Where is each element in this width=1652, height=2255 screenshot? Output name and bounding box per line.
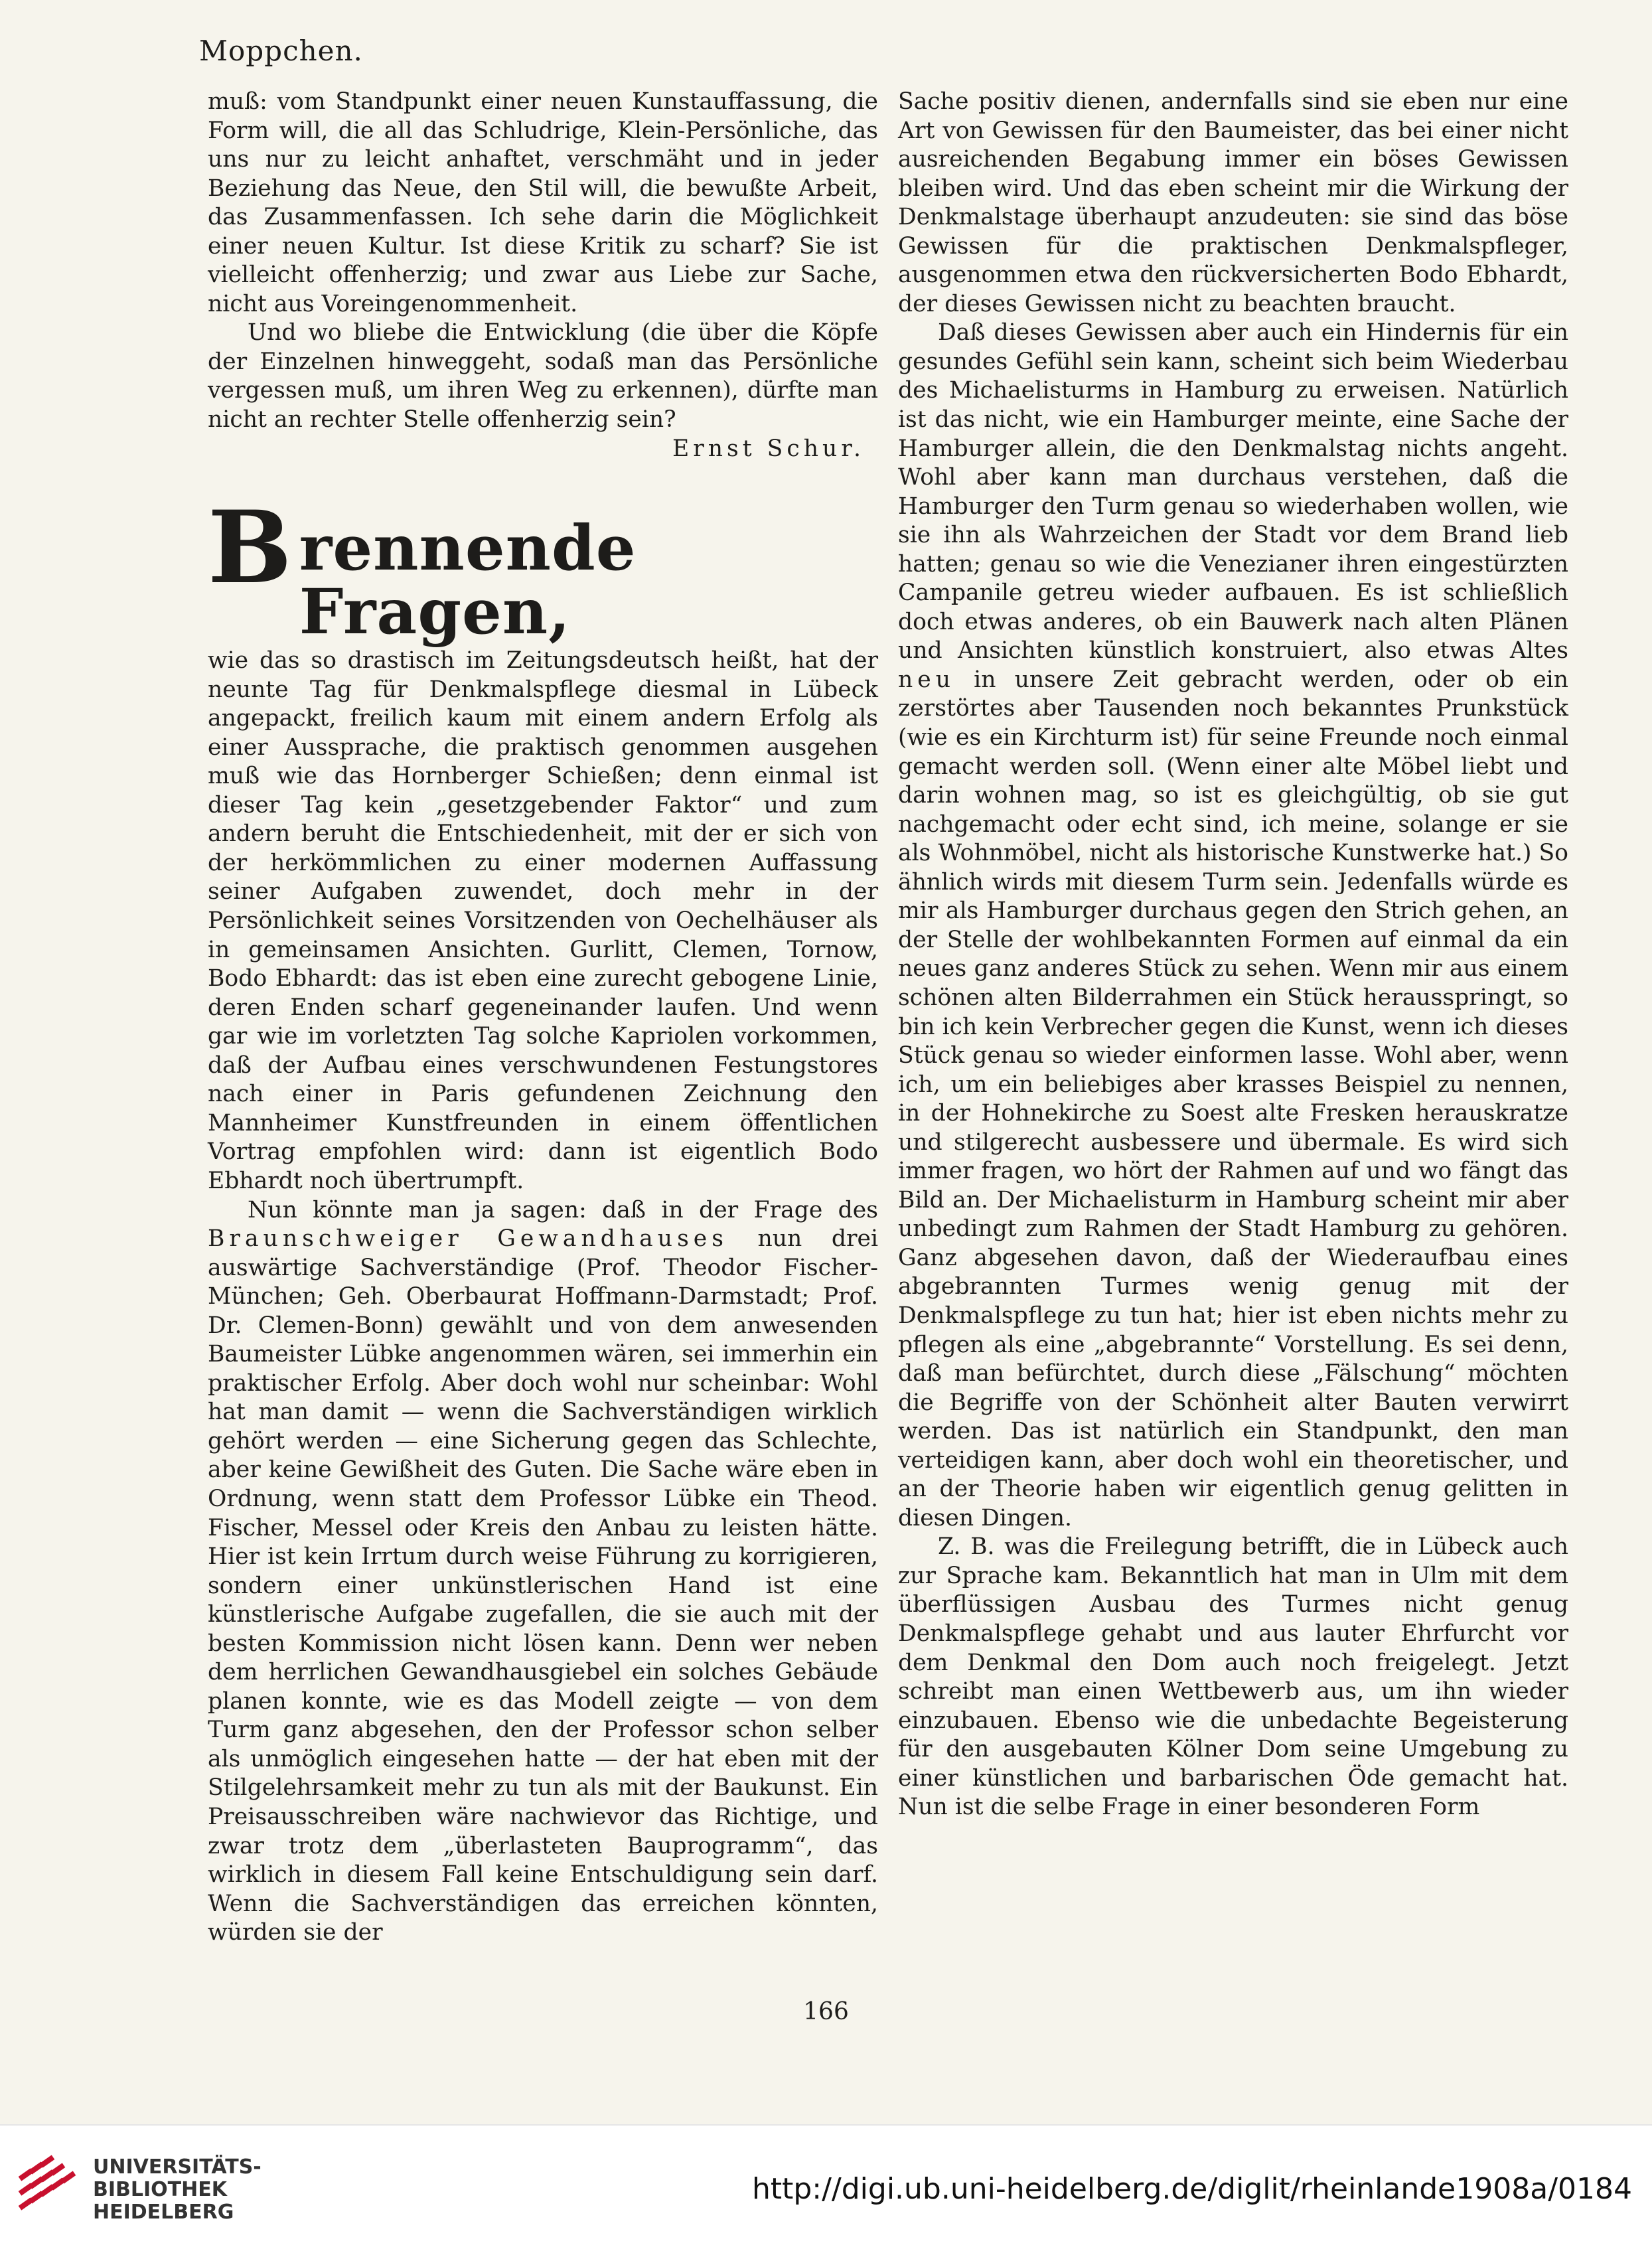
library-name-line: BIBLIOTHEK bbox=[93, 2178, 227, 2201]
spaced-emphasis: Braunschweiger Gewandhauses bbox=[208, 1225, 729, 1253]
author-signature: Ernst Schur. bbox=[672, 435, 865, 462]
paragraph-text: Daß dieses Gewissen aber auch ein Hindernis für ein gesundes Gefühl sein kann, scheint sich beim Wiederbau des Michaelisturms in Hamburg zu erweisen. Natürlich ist das nicht, wie ein Hamburger meinte, eine Sache der Hamburger allein, die den Denkmalstag nichts angeht. Wohl aber kann man durchaus verstehen, daß die Hamburger den Turm genau so wiederhaben wollen, wie sie ihn als Wahrzeichen der Stadt vor dem Brand lieb hatten; genau so wie die Venezianer ihren eingestürzten Campanile getreu wieder aufbauen. Es ist schließlich doch etwas anderes, ob ein Bauwerk nach alten Plänen und Ansichten künstlich konstruiert, also etwas Altes bbox=[898, 319, 1568, 664]
article-heading bbox=[208, 489, 878, 649]
document-url[interactable]: http://digi.ub.uni-heidelberg.de/diglit/rheinlande1908a/0184 bbox=[751, 2172, 1632, 2206]
library-name-line: HEIDELBERG bbox=[93, 2201, 234, 2224]
paragraph: muß: vom Standpunkt einer neuen Kunstauffassung, die Form will, die all das Schludrige, Klein-Persönliche, das uns nur zu leicht anhaftet, verschmäht und in jeder Beziehung das Neue, den Stil will, die bewußte Arbeit, das Zusammenfassen. Ich sehe darin die Möglichkeit einer neuen Kultur. Ist diese Kritik zu scharf? Sie ist vielleicht offenherzig; und zwar aus Liebe zur Sache, nicht aus Voreingenommenheit. bbox=[208, 88, 878, 317]
viewer-footer bbox=[0, 2124, 1652, 2255]
library-name-line: UNIVERSITÄTS- bbox=[93, 2155, 262, 2179]
drop-cap: B bbox=[208, 489, 293, 607]
paragraph: Und wo bliebe die Entwicklung (die über die Köpfe der Einzelnen hinweggeht, sodaß man das Persönliche vergessen muß, um ihren Weg zu erkennen), dürfte man nicht an rechter Stelle offenherzig sein? bbox=[208, 319, 878, 433]
spaced-emphasis: neu bbox=[898, 666, 956, 693]
paragraph-text: Nun könnte man ja sagen: daß in der Frage des bbox=[248, 1196, 878, 1223]
page-number: 166 bbox=[803, 1998, 849, 2025]
paragraph bbox=[208, 1196, 878, 1948]
right-column bbox=[898, 88, 1568, 1822]
heading-text: rennende Fragen, bbox=[299, 512, 637, 649]
library-name bbox=[93, 2156, 262, 2224]
university-library-logo-icon bbox=[12, 2152, 85, 2225]
left-column bbox=[208, 88, 878, 1948]
paragraph-text: nun drei auswärtige Sachverständige (Prof. Theodor Fischer-München; Geh. Oberbaurat Hoffmann-Darmstadt; Prof. Dr. Clemen-Bonn) gewählt und von dem anwesenden Baumeister Lübke angenommen wären, sei immerhin ein praktischer Erfolg. Aber doch wohl nur scheinbar: Wohl hat man damit — wenn die Sachverständigen wirklich gehört werden — eine Sicherung gegen das Schlechte, aber keine Gewißheit des Guten. Die Sache wäre eben in Ordnung, wenn statt dem Professor Lübke ein Theod. Fischer, Messel oder Kreis den Anbau zu leisten hätte. Hier ist kein Irrtum durch weise Führung zu korrigieren, sondern einer unkünstlerischen Hand ist eine künstlerische Aufgabe zugefallen, die sie auch mit der besten Kommission nicht lösen kann. Denn wer neben dem herrlichen Gewandhausgiebel ein solches Gebäude planen konnte, wie es das Modell zeigte — von dem Turm ganz abgesehen, den der Professor schon selber als unmöglich eingesehen hatte — der hat eben mit der Stilgelehrsamkeit mehr zu tun als mit der Baukunst. Ein Preisausschreiben wäre nachwievor das Richtige, und zwar trotz dem „überlasteten Bauprogramm“, das wirklich in diesem Fall keine Entschuldigung sein darf. Wenn die Sachverständigen das erreichen könnten, würden sie der bbox=[208, 1225, 878, 1946]
running-head: Moppchen. bbox=[199, 35, 363, 67]
paragraph-text: in unsere Zeit gebracht werden, oder ob ein zerstörtes aber Tausenden noch bekanntes Prunkstück (wie es ein Kirchturm ist) für seine Freunde noch einmal gemacht werden soll. (Wenn einer alte Möbel liebt und darin wohnen mag, so ist es gleichgültig, ob sie gut nachgemacht oder echt sind, ich meine, solange er sie als Wohnmöbel, nicht als historische Kunstwerke hat.) So ähnlich wirds mit diesem Turm sein. Jedenfalls würde es mir als Hamburger durchaus gegen den Strich gehen, an der Stelle der wohlbekannten Formen auf einmal da ein neues ganz anderes Stück zu sehen. Wenn mir aus einem schönen alten Bilderrahmen ein Stück herausspringt, so bin ich kein Verbrecher gegen die Kunst, wenn ich dieses Stück genau so wieder einformen lasse. Wohl aber, wenn ich, um ein beliebiges aber krasses Beispiel zu nennen, in der Hohnekirche zu Soest alte Fresken herauskratze und stilgerecht ausbessere und übermale. Es wird sich immer fragen, wo hört der Rahmen auf und wo fängt das Bild an. Der Michaelisturm in Hamburg scheint mir aber unbedingt zum Rahmen der Stadt Hamburg zu gehören. Ganz abgesehen davon, daß der Wiederaufbau eines abgebrannten Turmes wenig genug mit der Denkmalspflege zu tun hat; hier ist eben nichts mehr zu pflegen als eine „abgebrannte“ Vorstellung. Es sei denn, daß man befürchtet, durch diese „Fälschung“ möchten die Begriffe von der Schönheit alter Bauten verwirrt werden. Das ist natürlich ein Standpunkt, den man verteidigen kann, aber doch wohl ein theoretischer, und an der Theorie haben wir eigentlich genug gelitten in diesen Dingen. bbox=[898, 666, 1568, 1531]
paragraph bbox=[898, 319, 1568, 1533]
paragraph: Z. B. was die Freilegung betrifft, die in Lübeck auch zur Sprache kam. Bekanntlich hat man in Ulm mit dem überflüssigen Ausbau des Turmes nicht genug Denkmalspflege gehabt und aus lauter Ehrfurcht vor dem Denkmal den Dom auch noch freigelegt. Jetzt schreibt man einen Wettbewerb aus, um ihn wieder einzubauen. Ebenso wie die unbedachte Begeisterung für den ausgebauten Kölner Dom seine Umgebung zu einer künstlichen und barbarischen Öde gemacht hat. Nun ist die selbe Frage in einer besonderen Form bbox=[898, 1533, 1568, 1821]
paragraph: Sache positiv dienen, andernfalls sind sie eben nur eine Art von Gewissen für den Baumeister, das bei einer nicht ausreichenden Begabung immer ein böses Gewissen bleiben wird. Und das eben scheint mir die Wirkung der Denkmalstage überhaupt anzudeuten: sie sind das böse Gewissen für die praktischen Denkmalspfleger, ausgenommen etwa den rückversicherten Bodo Ebhardt, der dieses Gewissen nicht zu beachten braucht. bbox=[898, 88, 1568, 317]
paragraph: wie das so drastisch im Zeitungsdeutsch heißt, hat der neunte Tag für Denkmalspflege diesmal in Lübeck angepackt, freilich kaum mit einem andern Erfolg als einer Aussprache, die praktisch genommen ausgehen muß wie das Hornberger Schießen; denn einmal ist dieser Tag kein „gesetzgebender Faktor“ und zum andern beruht die Entschiedenheit, mit der er sich von der herkömmlichen zu einer modernen Auffassung seiner Aufgaben zuwendet, doch mehr in der Persönlichkeit seines Vorsitzenden von Oechelhäuser als in gemeinsamen Ansichten. Gurlitt, Clemen, Tornow, Bodo Ebhardt: das ist eben eine zurecht gebogene Linie, deren Enden scharf gegeneinander laufen. Und wenn gar wie im vorletzten Tag solche Kapriolen vorkommen, daß der Aufbau eines verschwundenen Festungstores nach einer in Paris gefundenen Zeichnung den Mannheimer Kunstfreunden in einem öffentlichen Vortrag empfohlen wird: dann ist eigentlich Bodo Ebhardt noch übertrumpft. bbox=[208, 647, 878, 1194]
